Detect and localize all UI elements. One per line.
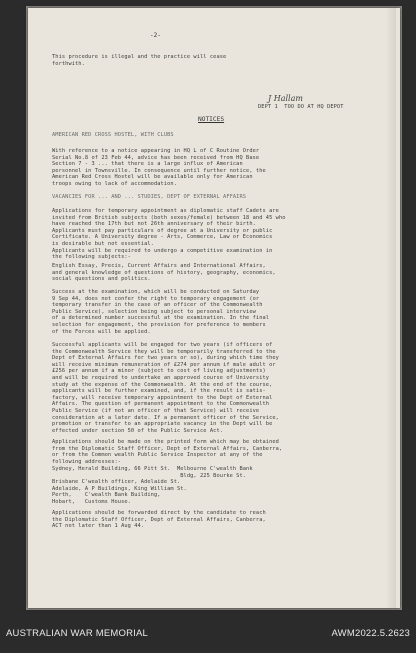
text-line: Brisbane C'wealth officer, Adelaide St.: [52, 479, 181, 486]
text-line: the Diplomatic Staff Officer, Dept of External Affairs, Canberra,: [52, 516, 266, 523]
notice-paragraph: [52, 289, 382, 335]
text-line: is desirable but not essential.: [52, 240, 154, 247]
footer-accession-number: AWM2022.5.2623: [331, 628, 410, 639]
text-line: Public Service (if not an officer of that Service) will receive: [52, 407, 260, 414]
signature-caption-block: [258, 104, 388, 111]
text-line: English Essay, Precis, Current Affairs and International Affairs,: [52, 263, 266, 269]
handwritten-signature: J Hallam: [268, 94, 303, 103]
notice-paragraph: [52, 342, 382, 434]
text-line: American Red Cross Hostel will be available only for American: [52, 174, 253, 181]
notice-paragraph: [52, 466, 382, 506]
text-line: promotion or transfer to an appropriate vacancy in the Dept will be: [52, 421, 273, 428]
text-line: Applicants will be required to undergo a competitive examination in: [52, 247, 273, 254]
text-line: will receive minimum remuneration of £274 per annum if male adult or: [52, 361, 276, 368]
text-line: Section 7 - 3 ... that there is a large influx of American: [52, 161, 243, 168]
text-line: social questions and politics.: [52, 276, 151, 283]
text-line: Bldg, 225 Bourke St.: [52, 472, 247, 479]
text-line: have reached the 17th but not 26th anniversary of their birth.: [52, 221, 256, 228]
text-line: effected under section 50 of the Public Service Act.: [52, 427, 224, 434]
notice-paragraph: [52, 208, 382, 261]
text-line: ACT not later than 1 Aug 44.: [52, 523, 145, 530]
text-line: AMERICAN RED CROSS HOSTEL, WITH CLUBS: [52, 132, 174, 138]
text-line: Applications should be forwarded direct by the candidate to reach: [52, 510, 266, 516]
text-line: and will be required to undertake an approved course of University: [52, 374, 270, 381]
text-line: Adelaide, A P Buildings, King William St.: [52, 485, 187, 492]
text-line: Applications for temporary appointment as diplomatic staff Cadets are: [52, 208, 279, 214]
footer-institution: AUSTRALIAN WAR MEMORIAL: [6, 628, 149, 639]
text-line: Certificate. A University degree - Arts, Commerce, Law or Economics: [52, 234, 273, 241]
notice-paragraph: [52, 439, 382, 465]
text-line: Applications should be made on the printed form which may be obtained: [52, 439, 279, 445]
signature-caption: DEPT 1 TOO DO AT HQ DEPOT: [258, 104, 344, 110]
text-line: the following subjects:-: [52, 254, 131, 261]
section-subheading: [52, 194, 382, 201]
text-line: from the Diplomatic Staff Officer, Dept of External Affairs, Canberra,: [52, 445, 283, 452]
text-line: personnel in Townsville. In consequence until further notice, the: [52, 167, 266, 174]
notices-heading: NOTICES: [198, 116, 225, 123]
text-line: or from the Common wealth Public Service Inspector at any of the: [52, 452, 263, 459]
archive-footer: [0, 612, 416, 653]
text-line: temporary transfer in the case of an officer of the Commonwealth: [52, 302, 263, 309]
text-line: the Commonwealth Service they will be temporarily transferred to the: [52, 348, 276, 355]
text-line: troops owing to lack of accommodation.: [52, 180, 177, 187]
page-number: -2-: [150, 32, 161, 39]
paper-stain: [386, 8, 396, 608]
text-line: Perth, C'wealth Bank Building,: [52, 492, 161, 499]
text-line: Successful applicants will be engaged for two years (if officers of: [52, 342, 273, 348]
notice-paragraph: [52, 148, 382, 188]
text-line: Hobart, Customs House.: [52, 498, 131, 505]
text-line: Applicants must pay particulars of degree at a University or public: [52, 227, 273, 234]
text-line: Sydney, Herald Building, 66 Pitt St. Melbourne C'wealth Bank: [52, 466, 253, 472]
intro-line: forthwith.: [52, 60, 85, 67]
text-line: Dept of External Affairs for two years or so), during which time they: [52, 355, 279, 362]
text-line: Success at the examination, which will be conducted on Saturday: [52, 289, 260, 295]
text-line: of a determined number successful at the examination. In the final: [52, 315, 270, 322]
text-line: consideration at a later date. If a permanent officer of the Service,: [52, 414, 279, 421]
text-line: study at the expense of the Commonwealth. At the end of the course,: [52, 381, 273, 388]
text-line: Serial No.8 of 23 Feb 44, advice has been received from HQ Base: [52, 154, 260, 161]
text-line: following addresses:-: [52, 458, 122, 465]
text-line: of the Forces will be applied.: [52, 328, 151, 335]
text-line: invited from British subjects (both sexes/female) between 18 and 45 who: [52, 214, 286, 221]
text-line: Affairs. The question of permanent appointment to the Commonwealth: [52, 401, 270, 408]
text-line: Public Service), selection being subject to personal interview: [52, 308, 256, 315]
text-line: With reference to a notice appearing in HQ L of C Routine Order: [52, 148, 260, 154]
text-line: VACANCIES FOR ... AND ... STUDIES, DEPT OF EXTERNAL AFFAIRS: [52, 194, 247, 200]
text-line: selection for engagement, the provision for preference to members: [52, 321, 266, 328]
intro-line: This procedure is illegal and the practice will cease: [52, 54, 227, 60]
text-line: 9 Sep 44, does not confer the right to temporary engagement (or: [52, 295, 260, 302]
text-line: £256 per annum if a minor (subject to cost of living adjustments): [52, 368, 266, 375]
notice-paragraph: [52, 510, 382, 530]
text-line: and general knowledge of questions of history, geography, economics,: [52, 269, 276, 276]
notice-paragraph: [52, 263, 382, 283]
intro-paragraph: [52, 54, 382, 67]
section-subheading: [52, 132, 382, 139]
text-line: applicants will be further examined, and, if the result is satis-: [52, 388, 266, 395]
text-line: factory, will receive temporary appointment to the Dept of External: [52, 394, 273, 401]
